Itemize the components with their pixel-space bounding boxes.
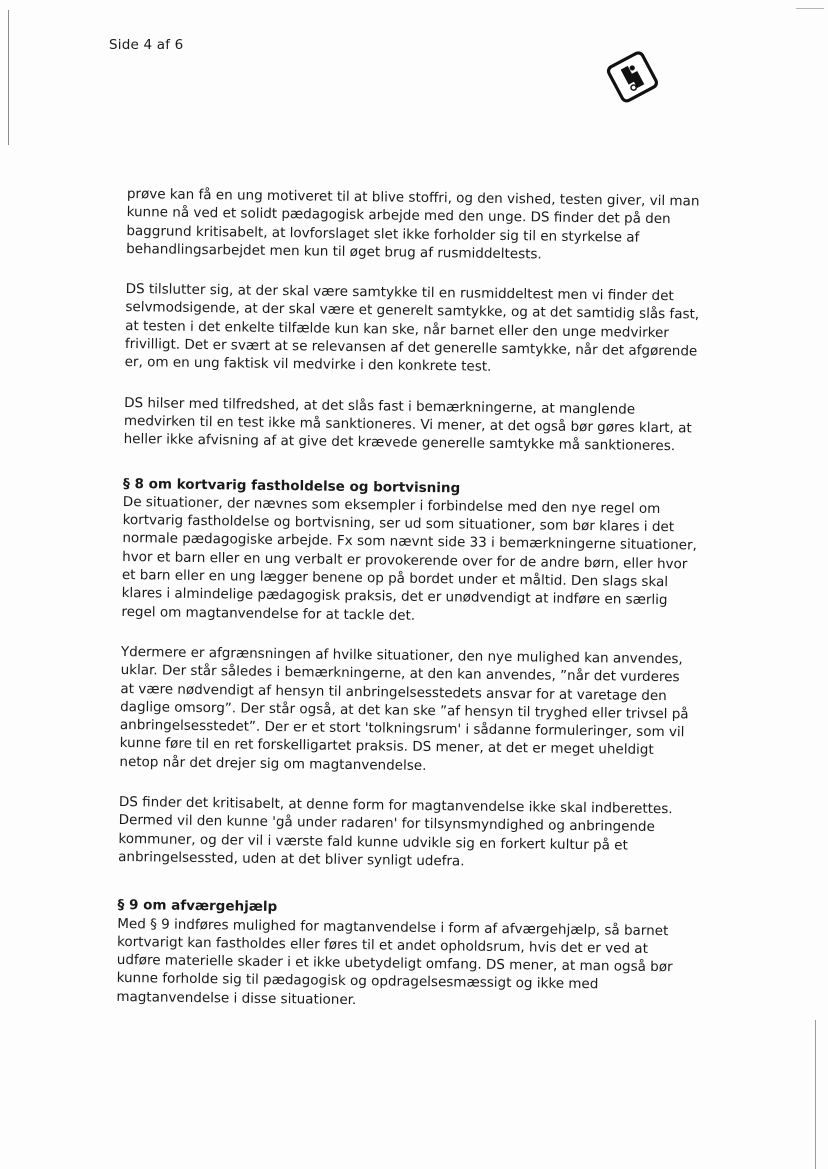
body-paragraph: Ydermere er afgrænsningen af hvilke situationer, den nye mulighed kan anvendes, uklar. Der står således i bemærkningerne, at den kan anvendes, ”når det vurderes at være nødvendigt af hensyn til anbringelsesstedets ansvar for at varetage den daglige omsorg”. Der står også, at det kan ske ”af hensyn til tryghed eller trivsel på anbringelsesstedet”. Der er et stort 'tolkningsrum' i sådanne formuleringer, som vil kunne føre til en ret forskelligartet praksis. DS mener, at det er meget uheldigt netop når det drejer sig om magtanvendelse. [119,643,689,774]
scan-edge [796,8,824,9]
body-paragraph: Med § 9 indføres mulighed for magtanvendelse i form af afværgehjælp, så barnet kortvarigt kan fastholdes eller føres til et andet opholdsrum, hvis det er ved at udføre materielle skader i et ikke ubetydeligt omfang. DS mener, at man også bør kunne forholde sig til pædagogisk og opdragelsesmæssigt og ikke med magtanvendelse i disse situationer. [116,915,673,1008]
section-9 [116,896,692,1013]
body-paragraph: DS hilser med tilfredshed, at det slås fast i bemærkningerne, at manglende medvirken til en test ikke må sanktioneres. Vi mener, at det også bør gøres klart, at heller ikke afvisning af at give det krævede generelle samtykke må sanktioneres. [123,394,692,455]
document-body [116,185,702,1035]
scan-edge [815,1020,816,1169]
section-heading: § 9 om afværgehjælp [117,897,278,916]
scan-edge [8,10,9,145]
ds-logo-icon [600,44,664,108]
body-paragraph: prøve kan få en ung motiveret til at blive stoffri, og den vished, testen giver, vil man kunne nå ved et solidt pædagogisk arbejde med den unge. DS finder det på den baggrund kritisabelt, at lovforslaget slet ikke forholder sig til en styrkelse af behandlingsarbejdet men kun til øget brug af rusmiddeltests. [126,185,700,263]
body-paragraph: DS tilslutter sig, at der skal være samtykke til en rusmiddeltest men vi finder det selvmodsigende, at der skal være et generelt samtykke, og at det samtidig slås fast, at testen i det enkelte tilfælde kun kan ske, når barnet eller den unge medvirker frivilligt. Det er svært at se relevansen af det generelle samtykke, når det afgørende er, om en ung faktisk vil medvirke i den konkrete test. [124,281,700,376]
body-paragraph: De situationer, der nævnes som eksempler i forbindelse med den nye regel om kortvarig fastholdelse og bortvisning, ser ud som situationer, som bør klares i det normale pædagogiske arbejde. Fx som nævnt side 33 i bemærkningerne situationer, hvor et barn eller en ung verbalt er provokerende over for de andre børn, eller hvor et barn eller en ung lægger benene op på bordet under et måltid. Den slags skal klares i almindelige pædagogisk praksis, det er unødvendigt at indføre en særlig regel om magtanvendelse for at tackle det. [121,493,697,624]
section-heading: § 8 om kortvarig fastholdelse og bortvisning [122,475,461,496]
page-number: Side 4 af 6 [109,37,184,53]
section-8 [118,475,698,874]
body-paragraph: DS finder det kritisabelt, at denne form for magtanvendelse ikke skal indberettes. Dermed vil den kunne 'gå under radaren' for tilsynsmyndighed og anbringende kommuner, og der vil i værste fald kunne udvikle sig en forkert kultur på et anbringelsessted, uden at det bliver synligt udefra. [118,793,673,870]
